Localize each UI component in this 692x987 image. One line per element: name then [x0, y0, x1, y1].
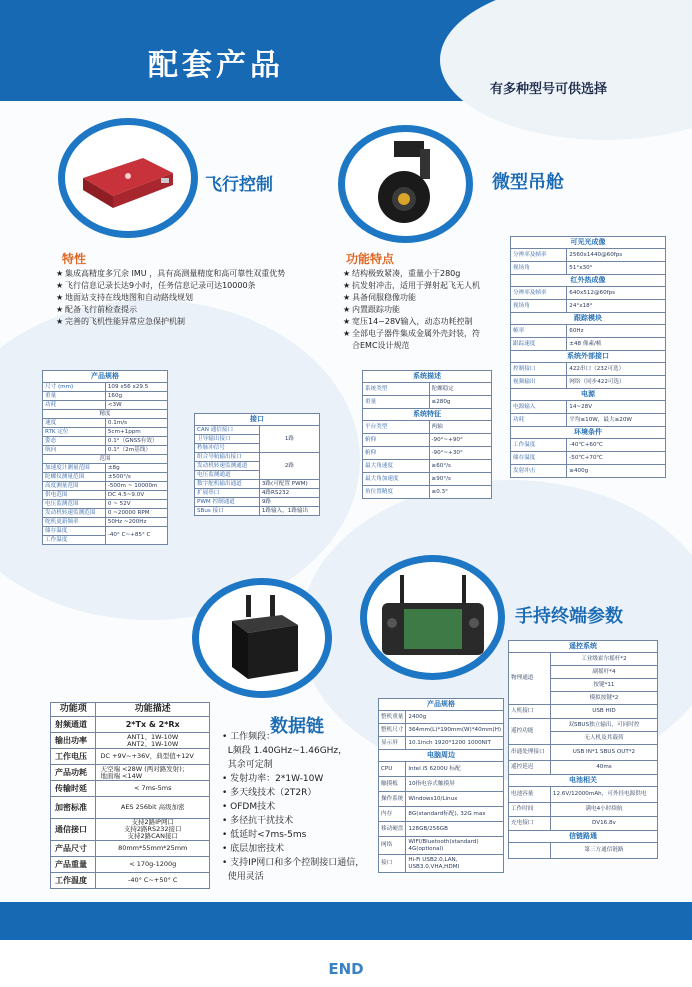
- list-item: ★ 具备伺服稳像功能: [343, 293, 416, 302]
- handheld-heading: 手持终端参数: [515, 606, 623, 627]
- table-row: 通信接口 支持2路IP网口 支持2路RS232接口 支持2路CAN接口: [51, 819, 210, 841]
- table-row: 功耗 平均≤10W，最大≤20W: [511, 414, 666, 427]
- header-curve: [440, 0, 692, 140]
- table-row: 电源输入 14~28V: [511, 401, 666, 414]
- table-title: 接口: [195, 414, 320, 426]
- gimbal-image: [338, 125, 473, 243]
- list-item: 其余可定制: [227, 760, 273, 770]
- flight-features-title: 特性: [62, 252, 87, 266]
- table-row: 最大角加速度 ≥90°/s: [363, 473, 492, 486]
- flight-bullets: [56, 268, 285, 328]
- table-row: 物理通道 工业级霍尔摇杆*2: [509, 653, 658, 666]
- table-row: 视场角 24°x18°: [511, 300, 666, 313]
- flight-controller-image: [58, 118, 198, 238]
- list-item: ★ 结构极致紧凑，重量小于280g: [343, 269, 461, 278]
- table-title: 系统描述: [363, 371, 492, 383]
- table-row: 移动硬盘 128GB/256GB: [379, 822, 504, 837]
- table-row: 工作时间 满电4小时续航: [509, 803, 658, 817]
- handheld-spec-table: [378, 698, 504, 873]
- table-row: 显示屏 10.1inch 1920*1200 1000NIT: [379, 737, 504, 750]
- table-header: 功能项 功能描述: [51, 703, 210, 717]
- table-row: 电压监测范围 0 ~ 52V: [43, 500, 168, 509]
- table-row: 整机尺寸 364mm(L)*190mm(W)*40mm(H): [379, 724, 504, 737]
- gimbal-camera-icon: [366, 139, 446, 229]
- list-item: 合EMC设计规范: [352, 341, 410, 350]
- table-title: 产品规格: [379, 699, 504, 711]
- list-item: • 支持IP网口和多个控制接口通信，: [222, 858, 365, 868]
- table-row: 传输时延 < 7ms-5ms: [51, 781, 210, 797]
- table-section: 系统外部接口: [511, 351, 666, 363]
- table-row: 重量 ≤280g: [363, 396, 492, 409]
- table-row: 副摇杆*4: [509, 666, 658, 679]
- list-item: 使用灵活: [227, 872, 264, 882]
- table-row: 工作温度 -40℃+60℃: [511, 439, 666, 452]
- table-row: 速度 0.1m/s: [43, 419, 168, 428]
- table-title: 遥控系统: [509, 641, 658, 653]
- list-item: • 底层加密技术: [222, 844, 285, 854]
- table-row: 视频输出 网络（同步422可选）: [511, 376, 666, 389]
- table-row: 系统类型 陀螺稳定: [363, 383, 492, 396]
- table-row: 电压监测通道: [195, 471, 320, 480]
- list-item: ★ 全部电子器件集成金属外壳封装，符: [343, 329, 480, 338]
- list-item: • 多天线技术（2T2R）: [222, 788, 317, 798]
- table-row: 产品重量 < 170g-1200g: [51, 857, 210, 873]
- table-row: 跟踪速度 ±48 像素/帧: [511, 338, 666, 351]
- datalink-image: [192, 578, 332, 698]
- list-item: ★ 宽压14~28V输入，动态功耗控制: [343, 317, 473, 326]
- table-row: 加速度计测量范围 ±8g: [43, 464, 168, 473]
- table-row: 储存温度 -50℃+70℃: [511, 452, 666, 465]
- table-row: CAN 通信接口 1路: [195, 426, 320, 435]
- flight-heading: 飞行控制: [205, 175, 273, 195]
- table-row: 角位置精度 ≤0.3°: [363, 486, 492, 499]
- table-row: 产品尺寸 80mm*55mm*25mm: [51, 841, 210, 857]
- table-row: 整机重量 2400g: [379, 711, 504, 724]
- table-row: 最大角速度 ≥60°/s: [363, 460, 492, 473]
- table-row: 操作系统 Windows10/Linux: [379, 792, 504, 807]
- table-row: 工作温度: [43, 536, 168, 545]
- table-row: 平台类型 两轴: [363, 421, 492, 434]
- table-row: 电池容量 12.6V/12000mAh，可外挂电源供电: [509, 787, 658, 803]
- table-row: 功耗 <3W: [43, 401, 168, 410]
- table-section: 精度: [43, 410, 168, 419]
- table-row: CPU Intel i5 6200U 标配: [379, 762, 504, 777]
- table-row: 俯仰 -90°~+90°: [363, 434, 492, 447]
- table-row: 网络 WIFI/Bluetooth(standard) 4G(optional): [379, 837, 504, 855]
- table-row: 发动机转速监测通道: [195, 462, 320, 471]
- table-row: 工作温度 -40° C~+50° C: [51, 873, 210, 889]
- page-title: 配套产品: [148, 48, 284, 83]
- table-row: 视场角 51°x30°: [511, 262, 666, 275]
- table-row: 发动机转速监测范围 0 ~20000 RPM: [43, 509, 168, 518]
- flight-controller-icon: [73, 138, 183, 218]
- table-section: 电池相关: [509, 775, 658, 787]
- table-section: 系统特征: [363, 409, 492, 421]
- table-row: 秒脉冲信号: [195, 444, 320, 453]
- table-row: 俯仰 -90°~+30°: [363, 447, 492, 460]
- table-row: 分辨率及帧率 640x512@60fps: [511, 287, 666, 300]
- table-row: 人机接口 USB HID: [509, 705, 658, 719]
- table-row: 模拟按键*2: [509, 692, 658, 705]
- list-item: • 工作频段：: [222, 732, 276, 742]
- list-item: ★ 完善的飞机性能异常应急保护机制: [56, 317, 185, 326]
- list-item: ★ 地面站支持在线地图和自动路线规划: [56, 293, 193, 302]
- table-row: RTK 定位 5cm+1ppm: [43, 428, 168, 437]
- table-row: 组合导航输出接口 2路: [195, 453, 320, 462]
- datalink-heading: 数据链: [270, 716, 324, 737]
- table-row: 充电接口 DV16.8v: [509, 817, 658, 831]
- list-item: ★ 配备飞行前检查提示: [56, 305, 137, 314]
- flight-interface-table: [194, 413, 320, 516]
- table-row: 第三方通信链路: [509, 843, 658, 859]
- handheld-remote-table: [508, 640, 658, 859]
- table-row: 舵机更新频率 50Hz ~200Hz: [43, 518, 168, 527]
- table-section: 跟踪模块: [511, 313, 666, 325]
- table-row: 高度测量范围 -500m ~ 10000m: [43, 482, 168, 491]
- gimbal-system-table: [362, 370, 492, 499]
- datalink-table: [50, 702, 210, 889]
- list-item: ★ 集成高精度多冗余 IMU ，具有高测量精度和高可靠性双重优势: [56, 269, 286, 278]
- table-row: 遥控延迟 40ms: [509, 761, 658, 775]
- table-title: 产品规格: [43, 371, 168, 383]
- table-row: 触摸板 10指电容式触摸屏: [379, 777, 504, 792]
- table-row: 航向 0.1°（2m基线）: [43, 446, 168, 455]
- datalink-bullets: [222, 730, 364, 884]
- table-section: 范围: [43, 455, 168, 464]
- list-item: ★ 内置跟踪功能: [343, 305, 400, 314]
- list-item: ★ 飞行信息记录长达9小时，任务信息记录可达10000条: [56, 281, 256, 290]
- table-row: 加密标准 AES 256bit 高级加密: [51, 797, 210, 819]
- list-item: ★ 抗发射冲击，适用于弹射起飞无人机: [343, 281, 480, 290]
- table-row: 工作电压 DC +9V~+36V，典型值+12V: [51, 749, 210, 765]
- table-section: 红外热成像: [511, 275, 666, 287]
- table-row: 帧率 60Hz: [511, 325, 666, 338]
- list-item: • 低延时<7ms-5ms: [222, 830, 307, 840]
- table-row: 发射冲击 ≥400g: [511, 465, 666, 478]
- table-row: 射频通道 2*Tx & 2*Rx: [51, 717, 210, 733]
- gimbal-bullets: [343, 268, 480, 352]
- table-row: 陀螺仪测量范围 ±500°/s: [43, 473, 168, 482]
- gimbal-heading: 微型吊舱: [492, 172, 564, 193]
- flight-spec-table: [42, 370, 168, 545]
- table-row: 姿态 0.1°（GNSS有效）: [43, 437, 168, 446]
- table-row: 接口 Hi-Fi USB2.0,LAN, USB3.0,VHA,HDMI: [379, 855, 504, 873]
- table-row: 供电范围 DC 4.5~9.0V: [43, 491, 168, 500]
- list-item: • 多径抗干扰技术: [222, 816, 294, 826]
- table-row: 内存 8G(standard标配), 32G max: [379, 807, 504, 822]
- list-item: L频段 1.40GHz~1.46GHz，: [227, 746, 348, 756]
- table-row: 重量 160g: [43, 392, 168, 401]
- list-item: • OFDM技术: [222, 802, 276, 812]
- table-row: 扩展串口 4路RS232: [195, 489, 320, 498]
- handheld-image: [360, 555, 505, 680]
- table-section: 电脑周边: [379, 750, 504, 762]
- table-row: 输出功率 ANT1、1W-10W ANT2、1W-10W: [51, 733, 210, 749]
- table-section: 信链路通: [509, 831, 658, 843]
- table-row: 产品功耗 天空端 <28W (两对路发射)； 地面端 <14W: [51, 765, 210, 781]
- table-section: 电源: [511, 389, 666, 401]
- table-row: PWM 控制通道 9路: [195, 498, 320, 507]
- gimbal-spec-table: [510, 236, 666, 478]
- handheld-terminal-icon: [378, 573, 488, 663]
- table-row: 卫导输出接口: [195, 435, 320, 444]
- table-row: SBus 接口 1路输入，1路输出: [195, 507, 320, 516]
- table-row: 无人机及其载荷: [509, 732, 658, 745]
- gimbal-features-title: 功能特点: [346, 252, 395, 266]
- list-item: • 发射功率：2*1W-10W: [222, 774, 324, 784]
- page-subtitle: 有多种型号可供选择: [490, 82, 608, 97]
- table-section: 可见光成像: [511, 237, 666, 249]
- table-row: 控制接口 422串口（232可选）: [511, 363, 666, 376]
- end-label: END: [328, 960, 364, 978]
- table-row: 尺寸 (mm) 109 x56 x29.5: [43, 383, 168, 392]
- table-row: 储存温度 -40° C~+85° C: [43, 527, 168, 536]
- footer-bar: [0, 902, 692, 940]
- datalink-device-icon: [212, 591, 312, 686]
- table-row: 遥控功能 双SBUS独立输出，可同时控: [509, 719, 658, 732]
- table-section: 环境条件: [511, 427, 666, 439]
- table-row: 分辨率及帧率 2560x1440@60fps: [511, 249, 666, 262]
- table-row: 按键*11: [509, 679, 658, 692]
- table-row: 数字舵机输出通道 3路(可配置 PWM): [195, 480, 320, 489]
- table-row: 串通处理接口 USB IN*1 SBUS OUT*2: [509, 745, 658, 761]
